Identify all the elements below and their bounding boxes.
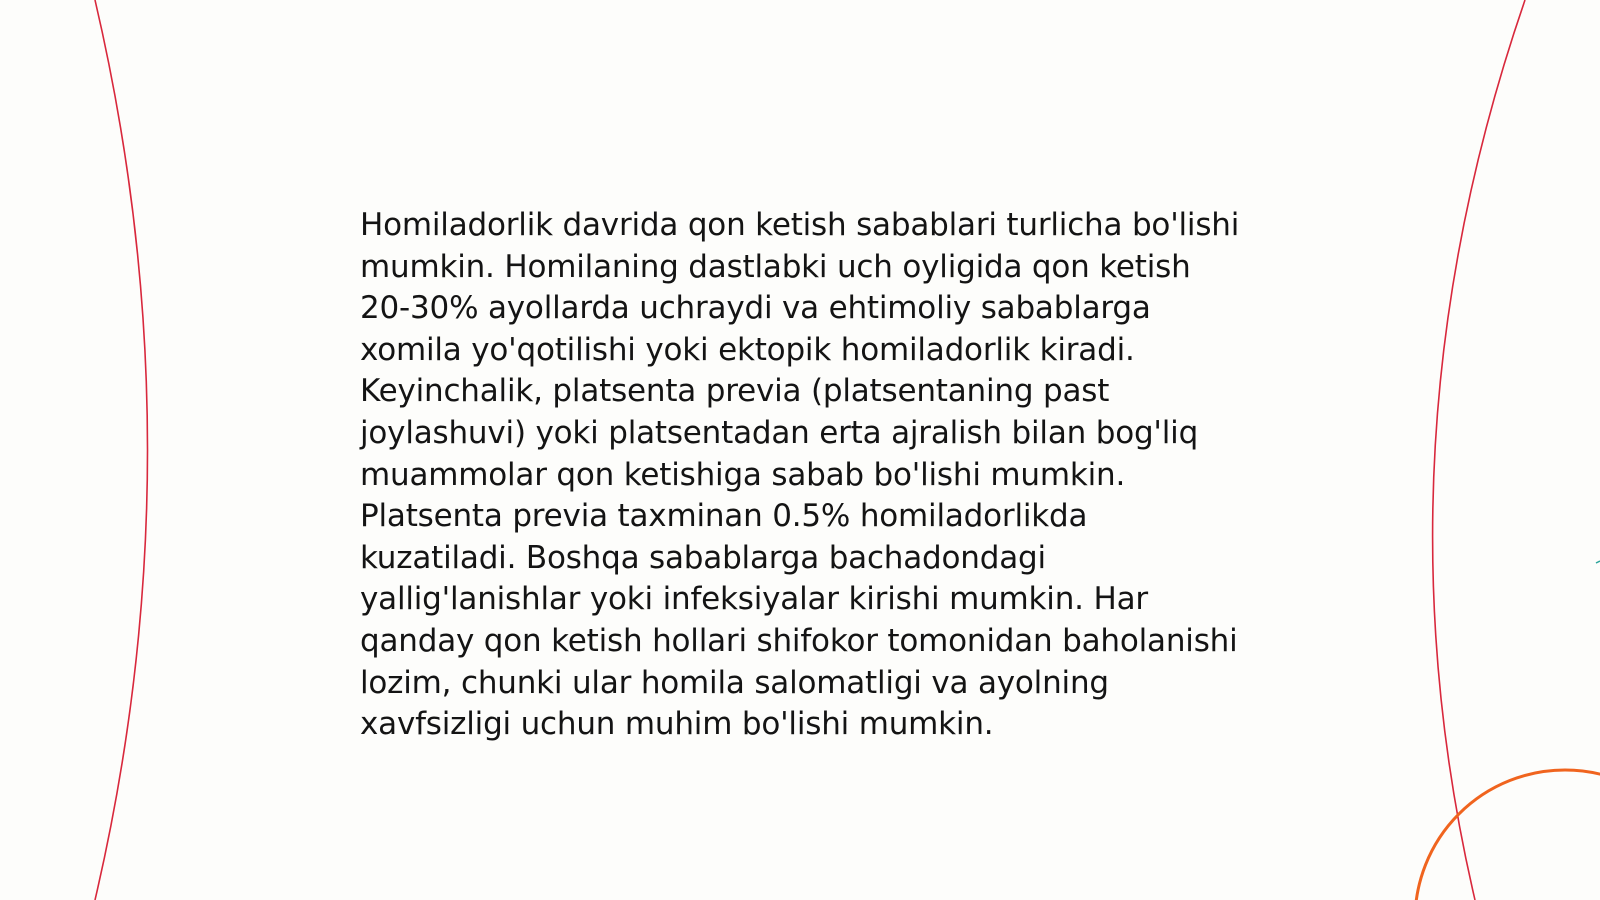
teal-tick-mark (1596, 561, 1600, 563)
slide-body-text: Homiladorlik davrida qon ketish sabablari turlicha bo'lishi mumkin. Homilaning dastlabki uch oyligida qon ketish 20-30% ayollarda uchraydi va ehtimoliy sabablarga xomila yo'qotilishi yoki ektopik homiladorlik kiradi. Keyinchalik, platsenta previa (platsentaning past joylashuvi) yoki platsentadan erta ajralish bilan bog'liq muammolar qon ketishiga sabab bo'lishi mumkin. Platsenta previa taxminan 0.5% homiladorlikda kuzatiladi. Boshqa sabablarga bachadondagi yallig'lanishlar yoki infeksiyalar kirishi mumkin. Har qanday qon ketish hollari shifokor tomonidan baholanishi lozim, chunki ular homila salomatligi va ayolning xavfsizligi uchun muhim bo'lishi mumkin. (360, 207, 1240, 743)
left-red-arc (95, 0, 148, 900)
orange-circle-arc (1415, 770, 1600, 900)
right-red-arc (1433, 0, 1525, 900)
